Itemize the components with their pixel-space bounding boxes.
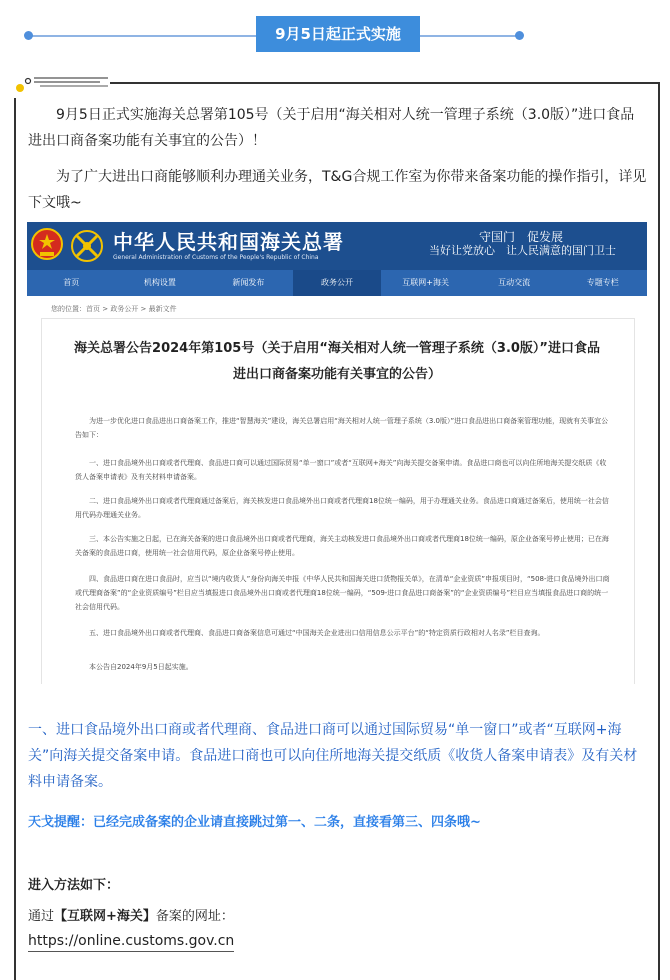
document-paragraph: 四、食品进口商在进口食品时，应当以“境内收货人”身份向海关申报《中华人民共和国海关进口货物报关单》，在清单“企业资质”申报项目时，“508-进口食品境外出口商或代理商备案”的“企业资质编号”栏目应当填报进口食品境外出口商或者代理商18位统一编码，“509-进口食品进口商备案”的“企业资质编号”栏目应当填报食品进口商的统一社会信用代码。	[75, 575, 610, 611]
customs-emblem-icon	[69, 226, 105, 266]
nav-item[interactable]: 互联网+海关	[402, 278, 449, 287]
national-emblem-icon	[31, 228, 63, 262]
entry-line	[28, 905, 234, 924]
nav-item[interactable]: 专题专栏	[586, 278, 619, 287]
document-paragraph: 三、本公告实施之日起，已在海关备案的进口食品境外出口商或者代理商，海关主动核发进口食品境外出口商或者代理商18位统一编码，原企业备案号停止使用；已在海关备案的食品进口商，使用统一社会信用代码，原企业备案号停止使用。	[75, 535, 609, 557]
nav-item[interactable]: 首页	[63, 278, 80, 287]
document-paragraph: 为进一步优化进口食品进出口商备案工作，推进“智慧海关”建设，海关总署启用“海关相对人统一管理子系统（3.0版）”进口食品进出口商备案管理功能，现就有关事宜公告如下：	[75, 417, 609, 439]
entry-heading: 进入方法如下：	[28, 878, 120, 893]
entry-emphasis: 【互联网+海关】	[54, 909, 156, 924]
nav-item[interactable]: 政务公开	[293, 270, 382, 296]
banner-left-dot	[24, 31, 33, 40]
nav-item[interactable]: 新闻发布	[232, 278, 265, 287]
breadcrumb: 您的位置：首页 > 政务公开 > 最新文件	[51, 305, 177, 313]
document-paragraph: 五、进口食品境外出口商或者代理商、食品进口商备案信息可通过“中国海关企业进出口信用信息公示平台”的“特定资质行政相对人名录”栏目查询。	[89, 629, 545, 637]
intro-paragraph-2: 为了广大进出口商能够顺利办理通关业务，T&G合规工作室为你带来备案功能的操作指引，详见下文哦~	[28, 169, 647, 211]
card-frame-top	[110, 82, 660, 84]
document-title: 海关总署公告2024年第105号（关于启用“海关相对人统一管理子系统（3.0版）”进口食品进出口商备案功能有关事宜的公告）	[74, 341, 600, 382]
site-name: 中华人民共和国海关总署	[113, 230, 344, 254]
corner-decoration-icon	[12, 72, 112, 102]
site-slogan-2: 当好让党放心 让人民满意的国门卫士	[429, 244, 616, 257]
entry-prefix: 通过	[28, 909, 55, 924]
banner-right-dot	[515, 31, 524, 40]
nav-item[interactable]: 机构设置	[143, 278, 176, 287]
document-paragraph: 一、进口食品境外出口商或者代理商、食品进口商可以通过国际贸易“单一窗口”或者“互联网+海关”向海关提交备案申请。食品进口商也可以向住所地海关提交纸质《收货人备案申请表》及有关材料申请备案。	[75, 459, 607, 481]
document-paragraph: 本公告自2024年9月5日起实施。	[89, 663, 193, 671]
site-header	[27, 222, 647, 270]
site-name-english: General Administration of Customs of the People's Republic of China	[113, 254, 319, 261]
site-nav	[27, 270, 647, 296]
banner-right-line	[420, 35, 520, 37]
customs-online-link[interactable]: https://online.customs.gov.cn	[28, 933, 234, 952]
card-frame-right	[658, 82, 660, 980]
entry-suffix: 备案的网址：	[155, 909, 234, 924]
banner-title: 9月5日起正式实施	[256, 16, 420, 52]
intro-paragraph-1: 9月5日正式实施海关总署第105号（关于启用“海关相对人统一管理子系统（3.0版）”进口食品进出口商备案功能有关事宜的公告）！	[28, 107, 635, 149]
section-1-text: 一、进口食品境外出口商或者代理商、食品进口商可以通过国际贸易“单一窗口”或者“互联网+海关”向海关提交备案申请。食品进口商也可以向住所地海关提交纸质《收货人备案申请表》及有关材料申请备案。	[28, 722, 638, 790]
customs-website-screenshot	[27, 222, 647, 684]
banner-left-line	[26, 35, 256, 37]
tip-text: 天戈提醒：已经完成备案的企业请直接跳过第一、二条，直接看第三、四条哦~	[28, 815, 481, 830]
nav-item[interactable]: 互动交流	[498, 278, 531, 287]
site-slogan-1: 守国门 促发展	[479, 230, 564, 244]
card-frame-left	[14, 98, 16, 980]
document-paragraph: 二、进口食品境外出口商或者代理商通过备案后，海关核发进口食品境外出口商或者代理商18位统一编码，用于办理通关业务。食品进口商通过备案后，使用统一社会信用代码办理通关业务。	[75, 497, 609, 519]
